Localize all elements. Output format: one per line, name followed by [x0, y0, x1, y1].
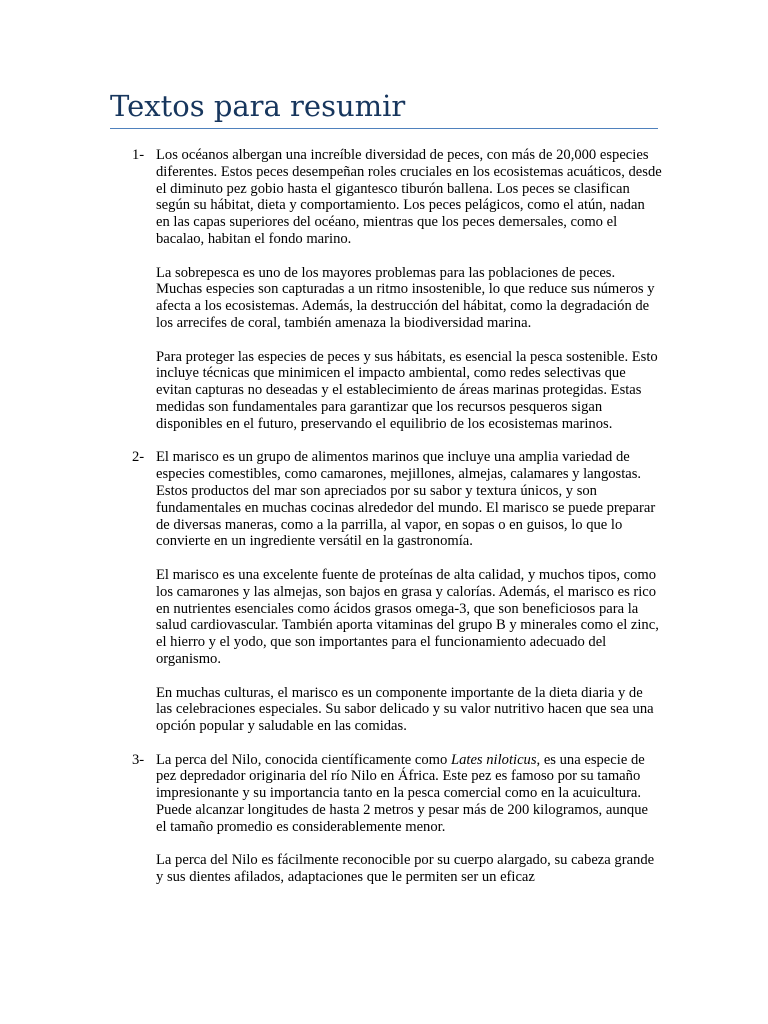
page-title: Textos para resumir: [110, 89, 406, 123]
paragraph: Para proteger las especies de peces y sus hábitats, es esencial la pesca sostenible. Esto incluye técnicas que minimicen el impacto ambiental, como redes selectivas que evitan capturas no deseadas y el establecimiento de áreas marinas protegidas. Estas medidas son fundamentales para garantizar que los recursos pesqueros sigan disponibles en el futuro, preservando el equilibrio de los ecosistemas marinos.: [156, 348, 658, 432]
list-item: [130, 752, 662, 886]
list-item-number: 1-: [132, 147, 145, 163]
paragraph: La sobrepesca es uno de los mayores problemas para las poblaciones de peces. Muchas especies son capturadas a un ritmo insostenible, lo que reduce sus números y afecta a los ecosistemas. Además, la destrucción del hábitat, como la degradación de los arrecifes de coral, también amenaza la biodiversidad marina.: [156, 264, 655, 331]
list-item-number: 3-: [132, 751, 145, 768]
paragraph-text: , es una especie de pez depredador originaria del río Nilo en África. Este pez es famoso por su tamaño impresionante y su importancia tanto en la pesca comercial como en la acuicultura. Puede alcanzar longitudes de hasta 2 metros y pesar más de 200 kilogramos, aunque el tamaño promedio es considerablemente menor.: [156, 751, 648, 835]
paragraph: [156, 752, 662, 836]
list-item: [130, 147, 662, 433]
list-item-number: 2-: [132, 449, 145, 466]
title-divider: [110, 128, 658, 129]
paragraph-text: La perca del Nilo, conocida científicamente como: [156, 751, 451, 768]
paragraph: La perca del Nilo es fácilmente reconocible por su cuerpo alargado, su cabeza grande y sus dientes afilados, adaptaciones que le permiten ser un eficaz: [156, 852, 655, 886]
paragraph: Los océanos albergan una increíble diversidad de peces, con más de 20,000 especies diferentes. Estos peces desempeñan roles cruciales en los ecosistemas acuáticos, desde el diminuto pez gobio hasta el gigantesco tiburón ballena. Los peces se clasifican según su hábitat, dieta y comportamiento. Los peces pelágicos, como el atún, nadan en las capas superiores del océano, mientras que los peces demersales, como el bacalao, habitan el fondo marino.: [156, 147, 662, 247]
paragraph: El marisco es un grupo de alimentos marinos que incluye una amplia variedad de especies comestibles, como camarones, mejillones, almejas, calamares y langostas. Estos productos del mar son apreciados por su sabor y textura únicos, y son fundamentales en muchas cocinas alrededor del mundo. El marisco se puede preparar de diversas maneras, como a la parrilla, al vapor, en sopas o en guisos, lo que lo convierte en un ingrediente versátil en la gastronomía.: [156, 449, 656, 550]
paragraph: En muchas culturas, el marisco es un componente importante de la dieta diaria y de las celebraciones especiales. Su sabor delicado y su valor nutritivo hacen que sea una opción popular y saludable en las comidas.: [156, 684, 654, 735]
text-list: [130, 147, 662, 903]
scientific-name: Lates niloticus: [450, 751, 537, 768]
list-item: [130, 449, 662, 735]
paragraph: El marisco es una excelente fuente de proteínas de alta calidad, y muchos tipos, como los camarones y las almejas, son bajos en grasa y calorías. Además, el marisco es rico en nutrientes esenciales como ácidos grasos omega-3, que son beneficiosos para la salud cardiovascular. También aporta vitaminas del grupo B y minerales como el zinc, el hierro y el yodo, que son importantes para el funcionamiento adecuado del organismo.: [156, 566, 659, 667]
